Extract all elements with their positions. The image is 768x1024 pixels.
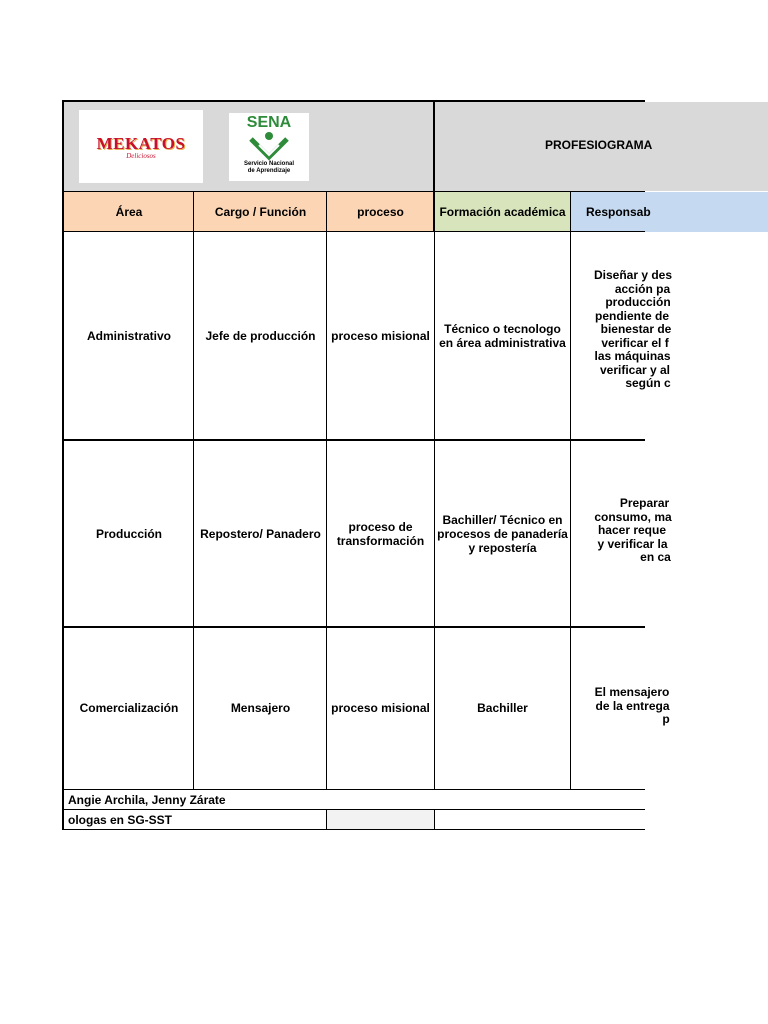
- grid-line: [63, 191, 645, 192]
- row3-resp-line: El mensajero: [594, 685, 670, 699]
- row1-area-text: Administrativo: [86, 328, 171, 343]
- grid-line: [434, 231, 435, 789]
- row1-resp-line: verificar y al: [599, 362, 671, 377]
- mekatos-logo-tagline: Deliciosos: [126, 151, 156, 160]
- row2-resp-line: hacer reque: [597, 523, 667, 537]
- grid-line: [62, 100, 645, 102]
- row1-resp-line: acción pa: [614, 281, 671, 296]
- grid-line: [433, 100, 435, 232]
- grid-line: [570, 191, 571, 789]
- row2-area-text: Producción: [95, 526, 162, 541]
- row2-formacion-text: Bachiller/ Técnico en procesos de panadería y repostería: [437, 512, 568, 555]
- grid-line: [63, 626, 645, 628]
- grid-line: [326, 809, 327, 830]
- grid-line: [63, 829, 645, 830]
- page-title: PROFESIOGRAMA: [545, 138, 653, 152]
- col-header-area-label: Área: [115, 205, 143, 219]
- row1-resp-line: verificar el f: [601, 335, 669, 350]
- row3-resp-line: de la entrega: [595, 698, 670, 713]
- row3-area-text: Comercialización: [79, 701, 179, 715]
- sena-logo-text: SENA: [246, 114, 292, 131]
- sena-caption-line2: de Aprendizaje: [247, 168, 291, 174]
- col-header-responsabilidades-label: Responsab: [586, 205, 651, 219]
- row1-resp-line: producción: [605, 295, 671, 309]
- mekatos-logo-text: MEKATOS: [96, 133, 186, 153]
- row3-cargo: [194, 628, 327, 788]
- row1-proceso-text: proceso misional: [331, 328, 430, 343]
- col-header-formacion: [435, 192, 570, 232]
- col-header-area: [64, 192, 194, 232]
- col-header-responsabilidades: [571, 192, 651, 232]
- sena-emblem-icon: [247, 131, 291, 161]
- row2-resp-line: consumo, ma: [594, 509, 672, 524]
- row1-cargo: [194, 232, 327, 439]
- footer-role-text: ologas en SG-SST: [68, 812, 173, 827]
- row1-proceso: [327, 232, 434, 439]
- row2-resp-line: en ca: [640, 550, 671, 564]
- row1-responsabilidades: [571, 269, 691, 391]
- grid-line: [63, 231, 645, 232]
- row3-proceso: [327, 628, 434, 788]
- mekatos-logo: [79, 110, 203, 183]
- grid-line: [434, 809, 435, 830]
- row3-responsabilidades: [571, 686, 691, 727]
- responsibilities-header-band: [645, 192, 768, 232]
- row1-cargo-text: Jefe de producción: [205, 328, 316, 343]
- row3-proceso-text: proceso misional: [331, 701, 430, 715]
- footer-authors: [64, 790, 645, 809]
- grid-line: [193, 191, 194, 789]
- grid-line: [63, 809, 645, 810]
- row1-formacion: [435, 232, 570, 439]
- row1-formacion-text: Técnico o tecnologo en área administrativa: [439, 321, 566, 350]
- row1-resp-line: las máquinas: [594, 349, 671, 363]
- footer-authors-text: Angie Archila, Jenny Zárate: [68, 792, 226, 807]
- row2-cargo-text: Repostero/ Panadero: [200, 526, 321, 541]
- row2-proceso-text: proceso de transformación: [336, 519, 425, 548]
- col-header-proceso: [327, 192, 434, 232]
- grid-line: [62, 100, 64, 830]
- row2-area: [64, 441, 194, 626]
- row3-cargo-text: Mensajero: [230, 701, 291, 715]
- row1-resp-line: Diseñar y des: [593, 268, 673, 282]
- title-cell: [435, 102, 653, 191]
- title-band-right: [645, 102, 768, 191]
- col-header-formacion-label: Formación académica: [439, 205, 566, 219]
- col-header-cargo: [194, 192, 327, 232]
- row2-proceso: [327, 441, 434, 626]
- row2-resp-line: Preparar: [619, 496, 670, 510]
- grid-line: [63, 789, 645, 790]
- col-header-cargo-label: Cargo / Función: [214, 205, 307, 219]
- row3-formacion: [435, 628, 570, 788]
- row1-resp-line: según c: [625, 376, 671, 390]
- row1-resp-line: pendiente de: [594, 308, 669, 323]
- row2-formacion: [435, 441, 570, 626]
- row1-resp-line: bienestar de: [600, 322, 672, 336]
- row3-area: [64, 628, 194, 788]
- grid-line: [63, 439, 645, 441]
- row2-resp-line: y verificar la: [597, 536, 668, 551]
- row3-formacion-text: Bachiller: [477, 701, 528, 715]
- col-header-proceso-label: proceso: [357, 205, 404, 219]
- footer-role: [64, 810, 326, 829]
- sena-logo: [229, 113, 309, 181]
- row3-resp-line: p: [662, 712, 670, 726]
- row1-area: [64, 232, 194, 439]
- row2-responsabilidades: [571, 497, 691, 565]
- grid-line: [326, 191, 327, 789]
- sena-caption-line1: Servicio Nacional: [243, 161, 295, 167]
- row2-cargo: [194, 441, 327, 626]
- footer-gray-cell: [327, 810, 434, 829]
